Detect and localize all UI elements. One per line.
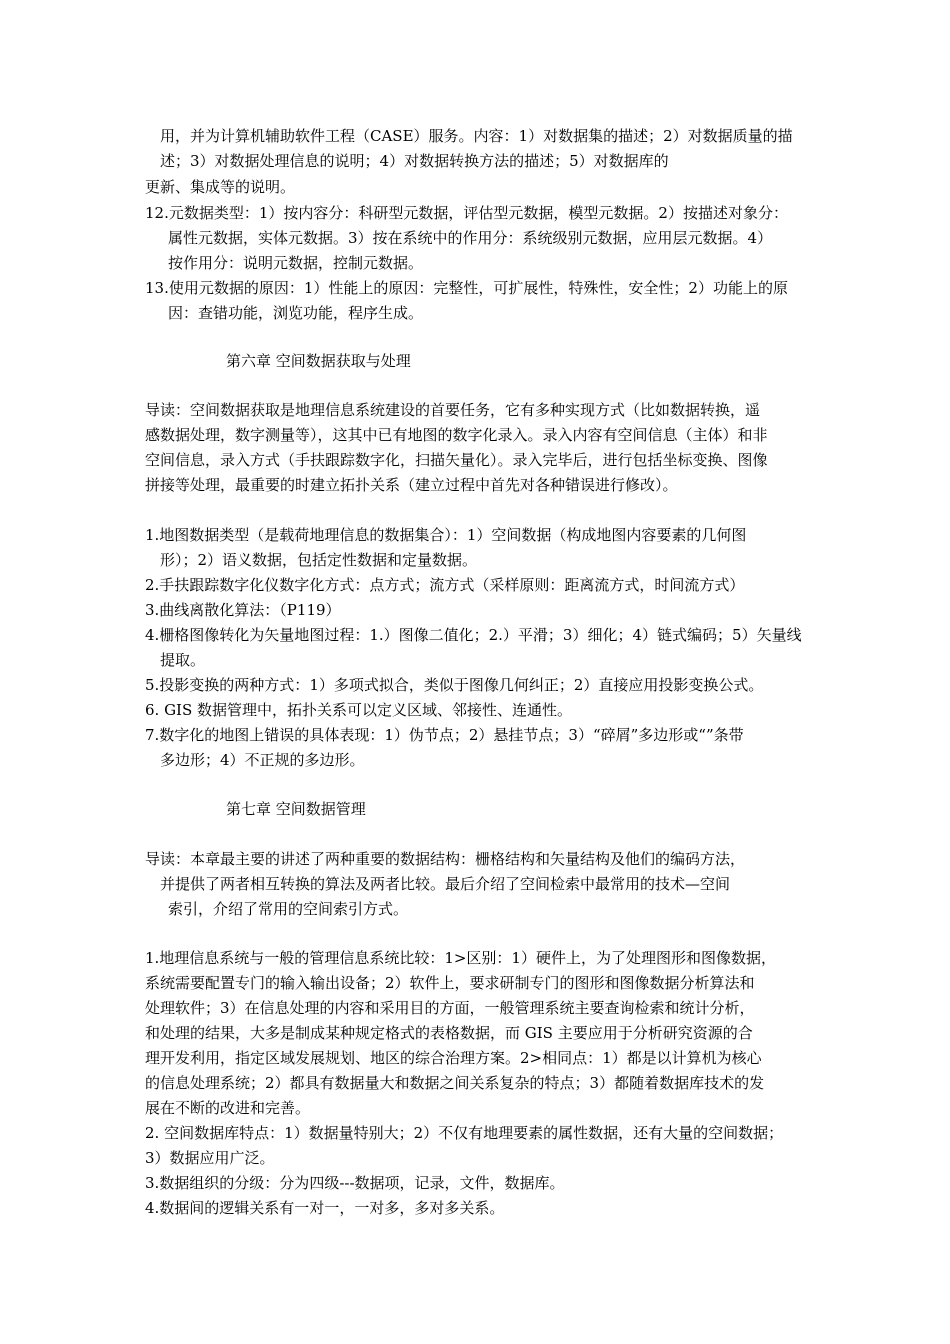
chapter-7-item-1-line: 和处理的结果，大多是制成某种规定格式的表格数据，而 GIS 主要应用于分析研究资源的合 [145, 1024, 753, 1042]
chapter-7-item-1-line: 处理软件；3）在信息处理的内容和采用目的方面，一般管理系统主要查询检索和统计分析， [145, 999, 755, 1017]
list-item-12-line: 属性元数据，实体元数据。3）按在系统中的作用分：系统级别元数据，应用层元数据。4） [168, 229, 773, 247]
chapter-7-item-1-line: 的信息处理系统；2）都具有数据量大和数据之间关系复杂的特点；3）都随着数据库技术的发 [145, 1074, 765, 1092]
chapter-6-item-7-line: 7.数字化的地图上错误的具体表现：1）伪节点；2）悬挂节点；3）“碎屑”多边形或“”条带 [145, 726, 744, 744]
paragraph-line: 用，并为计算机辅助软件工程（CASE）服务。内容：1）对数据集的描述；2）对数据质量的描 [160, 127, 793, 145]
chapter-7-item-1-line: 系统需要配置专门的输入输出设备；2）软件上，要求研制专门的图形和图像数据分析算法和 [145, 974, 755, 992]
chapter-7-intro-line: 索引，介绍了常用的空间索引方式。 [168, 900, 409, 918]
chapter-6-item-4-line: 4.栅格图像转化为矢量地图过程：1.）图像二值化；2.）平滑；3）细化；4）链式编码；5）矢量线 [145, 626, 802, 644]
chapter-7-intro-line: 并提供了两者相互转换的算法及两者比较。最后介绍了空间检索中最常用的技术—空间 [160, 875, 731, 893]
chapter-7-item-2-line: 3）数据应用广泛。 [145, 1149, 275, 1167]
chapter-6-intro-line: 空间信息，录入方式（手扶跟踪数字化，扫描矢量化）。录入完毕后，进行包括坐标变换、图像 [145, 451, 768, 469]
chapter-6-item-3: 3.曲线离散化算法：（P119） [145, 601, 341, 619]
paragraph-line: 更新、集成等的说明。 [145, 178, 296, 196]
chapter-6-item-5: 5.投影变换的两种方式：1）多项式拟合，类似于图像几何纠正；2）直接应用投影变换公式。 [145, 676, 764, 694]
chapter-7-item-2-line: 2. 空间数据库特点：1）数据量特别大；2）不仅有地理要素的属性数据，还有大量的空间数据； [145, 1124, 784, 1142]
chapter-7-item-1-line: 理开发利用，指定区域发展规划、地区的综合治理方案。2>相同点：1）都是以计算机为核心 [145, 1049, 762, 1067]
list-item-13-line: 13.使用元数据的原因：1）性能上的原因：完整性，可扩展性，特殊性，安全性；2）功能上的原 [145, 279, 788, 297]
chapter-6-intro-line: 导读：空间数据获取是地理信息系统建设的首要任务，它有多种实现方式（比如数据转换，遥 [145, 401, 761, 419]
chapter-6-item-1-line: 1.地图数据类型（是载荷地理信息的数据集合）：1）空间数据（构成地图内容要素的几何图 [145, 526, 747, 544]
chapter-7-item-1-line: 展在不断的改进和完善。 [145, 1099, 311, 1117]
chapter-7-title: 第七章 空间数据管理 [226, 800, 366, 818]
chapter-7-item-4: 4.数据间的逻辑关系有一对一，一对多，多对多关系。 [145, 1199, 505, 1217]
chapter-7-item-1-line: 1.地理信息系统与一般的管理信息系统比较：1>区别：1）硬件上，为了处理图形和图像数据， [145, 949, 776, 967]
chapter-6-item-6: 6. GIS 数据管理中，拓扑关系可以定义区域、邻接性、连通性。 [145, 701, 573, 719]
paragraph-line: 述；3）对数据处理信息的说明；4）对数据转换方法的描述；5）对数据库的 [160, 152, 669, 170]
chapter-6-item-1-line: 形）；2）语义数据，包括定性数据和定量数据。 [160, 551, 478, 569]
list-item-13-line: 因：查错功能，浏览功能，程序生成。 [168, 304, 424, 322]
list-item-12-line: 12.元数据类型：1）按内容分：科研型元数据，评估型元数据，模型元数据。2）按描述对象分： [145, 204, 788, 222]
chapter-6-intro-line: 拼接等处理，最重要的时建立拓扑关系（建立过程中首先对各种错误进行修改）。 [145, 476, 678, 494]
chapter-6-intro-line: 感数据处理，数字测量等），这其中已有地图的数字化录入。录入内容有空间信息（主体）和非 [145, 426, 768, 444]
chapter-6-item-7-line: 多边形；4）不正规的多边形。 [160, 751, 365, 769]
chapter-7-intro-line: 导读：本章最主要的讲述了两种重要的数据结构：栅格结构和矢量结构及他们的编码方法， [145, 850, 746, 868]
list-item-12-line: 按作用分：说明元数据，控制元数据。 [168, 254, 424, 272]
chapter-6-item-4-line: 提取。 [160, 651, 206, 669]
chapter-6-title: 第六章 空间数据获取与处理 [226, 352, 411, 370]
chapter-6-item-2: 2.手扶跟踪数字化仪数字化方式：点方式；流方式（采样原则：距离流方式，时间流方式） [145, 576, 745, 594]
chapter-7-item-3: 3.数据组织的分级：分为四级---数据项，记录，文件，数据库。 [145, 1174, 565, 1192]
